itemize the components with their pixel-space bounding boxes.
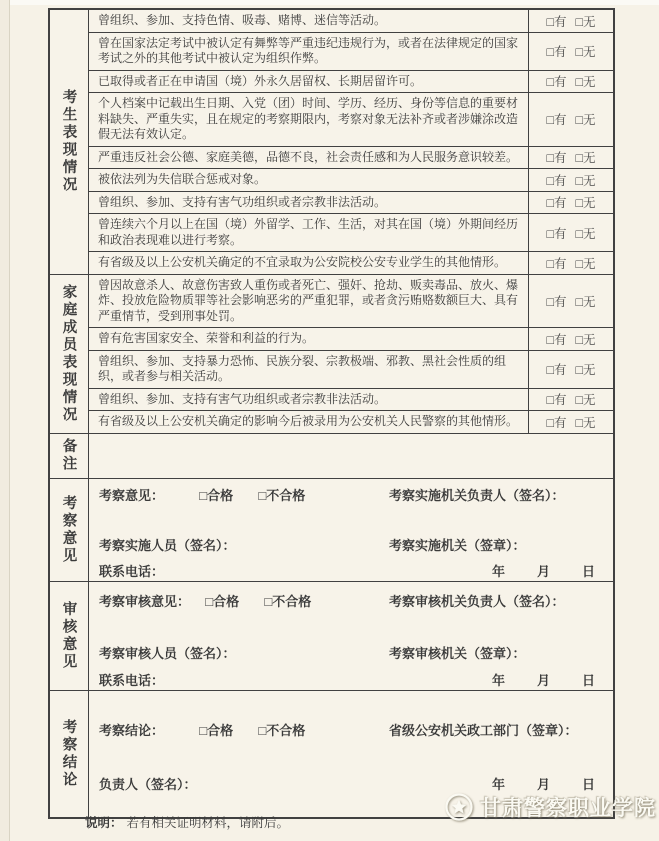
checkbox-have[interactable]: □有 bbox=[546, 256, 567, 271]
checklist-item-text: 被依法列为失信联合惩戒对象。 bbox=[98, 172, 267, 186]
inspection-organ-seal-label: 考察实施机关（签章）： bbox=[389, 537, 526, 553]
date-fields bbox=[492, 672, 595, 690]
section-label: 考察结论 bbox=[50, 691, 89, 817]
section-candidate-performance bbox=[50, 10, 613, 275]
checkbox-have[interactable]: □有 bbox=[546, 196, 567, 211]
checkbox-cell bbox=[528, 328, 613, 350]
inspection-line-1 bbox=[89, 487, 613, 505]
checkbox-cell bbox=[528, 10, 613, 32]
checklist-item-text: 个人档案中记载出生日期、入党（团）时间、学历、经历、身份等信息的重要材料缺失、严重失实，且在规定的考察期限内，考察对象无法补齐或者涉嫌涂改造假无法有效认定。 bbox=[98, 96, 519, 141]
date-year-label: 年 bbox=[491, 776, 505, 792]
section-review-opinion bbox=[50, 582, 613, 691]
checklist-row bbox=[89, 192, 613, 215]
checklist-row bbox=[89, 10, 613, 33]
section-conclusion bbox=[50, 691, 613, 817]
inspection-line-2 bbox=[89, 537, 613, 555]
checklist-item-text: 曾组织、参加、支持暴力恐怖、民族分裂、宗教极端、邪教、黑社会性质的组织，或者参与相关活动。 bbox=[98, 353, 507, 383]
checkbox-have[interactable]: □有 bbox=[546, 14, 567, 29]
remarks-empty-area[interactable] bbox=[89, 434, 613, 478]
review-line-1 bbox=[89, 593, 613, 611]
date-month-label: 月 bbox=[536, 672, 550, 688]
checkbox-cell bbox=[528, 147, 613, 169]
checkbox-have[interactable]: □有 bbox=[546, 113, 567, 128]
checklist-row bbox=[89, 93, 613, 147]
date-month-label: 月 bbox=[536, 563, 550, 579]
checklist-row bbox=[89, 214, 613, 252]
checkbox-cell bbox=[528, 71, 613, 93]
section-remarks bbox=[50, 434, 613, 479]
checklist-item-text: 有省级及以上公安机关确定的影响今后被录用为公安机关人民警察的其他情形。 bbox=[98, 414, 519, 428]
date-fields bbox=[492, 563, 595, 581]
checklist-item-text: 曾组织、参加、支持有害气功组织或者宗教非法活动。 bbox=[98, 391, 387, 406]
checklist-item-text: 严重违反社会公德、家庭美德，品德不良，社会责任感和为人民服务意识较差。 bbox=[98, 149, 519, 164]
section-label: 考生表现情况 bbox=[50, 10, 89, 274]
checkbox-have[interactable]: □有 bbox=[546, 393, 567, 408]
review-head-sign-label: 考察审核机关负责人（签名）： bbox=[389, 593, 565, 609]
checkbox-cell bbox=[528, 411, 613, 433]
checkbox-none[interactable]: □无 bbox=[575, 113, 596, 128]
checklist-row bbox=[89, 328, 613, 351]
checkbox-none[interactable]: □无 bbox=[575, 196, 596, 211]
date-day-label: 日 bbox=[581, 563, 595, 579]
checkbox-cell bbox=[528, 192, 613, 214]
section-family-performance bbox=[50, 275, 613, 434]
checkbox-none[interactable]: □无 bbox=[575, 393, 596, 408]
inspection-content bbox=[89, 479, 613, 581]
review-phone-label: 联系电话： bbox=[99, 672, 165, 688]
conclusion-line-1 bbox=[89, 722, 613, 740]
checkbox-cell bbox=[528, 275, 613, 328]
review-title: 考察审核意见： bbox=[99, 593, 191, 609]
checkbox-none[interactable]: □无 bbox=[575, 151, 596, 166]
checklist-row bbox=[89, 147, 613, 170]
date-year-label: 年 bbox=[491, 563, 505, 579]
review-line-3 bbox=[89, 672, 613, 690]
checkbox-have[interactable]: □有 bbox=[546, 363, 567, 377]
checklist-row bbox=[89, 252, 613, 274]
inspection-line-3 bbox=[89, 563, 613, 581]
footer-note-label: 说明： bbox=[85, 816, 123, 830]
checkbox-cell bbox=[528, 214, 613, 251]
review-line-2 bbox=[89, 645, 613, 663]
checkbox-have[interactable]: □有 bbox=[546, 45, 567, 59]
checklist-item-text: 曾连续六个月以上在国（境）外留学、工作、生活，对其在国（境）外期间经历和政治表现难以进行考察。 bbox=[98, 217, 519, 247]
checkbox-cell bbox=[528, 169, 613, 191]
conclusion-title: 考察结论： bbox=[99, 722, 165, 738]
inspection-staff-sign-label: 考察实施人员（签名）： bbox=[99, 537, 236, 553]
review-content bbox=[89, 582, 613, 690]
conclusion-dept-seal-label: 省级公安机关政工部门（签章）： bbox=[389, 722, 578, 738]
pass-checkbox[interactable]: □合格 bbox=[199, 722, 234, 738]
fail-checkbox[interactable]: □不合格 bbox=[258, 487, 306, 503]
footer-note-text: 若有相关证明材料，请附后。 bbox=[126, 816, 290, 830]
checkbox-have[interactable]: □有 bbox=[546, 173, 567, 188]
pass-checkbox[interactable]: □合格 bbox=[205, 593, 240, 609]
checkbox-none[interactable]: □无 bbox=[575, 256, 596, 271]
conclusion-line-2 bbox=[89, 776, 613, 794]
section-label: 审核意见 bbox=[50, 582, 89, 690]
date-day-label: 日 bbox=[581, 776, 595, 792]
checklist-row bbox=[89, 275, 613, 329]
checkbox-cell bbox=[528, 389, 613, 411]
checklist-item-text: 已取得或者正在申请国（境）外永久居留权、长期居留许可。 bbox=[98, 73, 423, 88]
college-watermark-text: 甘肃警察职业学院 bbox=[480, 796, 656, 820]
candidate-rows bbox=[89, 10, 613, 274]
checklist-item-text: 曾有危害国家安全、荣誉和利益的行为。 bbox=[98, 331, 315, 345]
checkbox-have[interactable]: □有 bbox=[546, 294, 567, 309]
fail-checkbox[interactable]: □不合格 bbox=[264, 593, 312, 609]
checkbox-none[interactable]: □无 bbox=[575, 226, 596, 241]
checklist-item-text: 有省级及以上公安机关确定的不宜录取为公安院校公安专业学生的其他情形。 bbox=[98, 255, 507, 269]
checklist-item-text: 曾组织、参加、支持有害气功组织或者宗教非法活动。 bbox=[98, 194, 387, 209]
assessment-form-table bbox=[48, 8, 615, 819]
checkbox-none[interactable]: □无 bbox=[575, 415, 596, 430]
inspection-title: 考察意见： bbox=[99, 487, 165, 503]
date-month-label: 月 bbox=[536, 776, 550, 792]
conclusion-head-sign-label: 负责人（签名）： bbox=[99, 776, 197, 792]
checklist-item-text: 曾因故意杀人、故意伤害致人重伤或者死亡、强奸、抢劫、贩卖毒品、放火、爆炸、投放危险物质罪等社会影响恶劣的严重犯罪，或者贪污贿赂数额巨大、具有严重情节，受到刑事处罚。 bbox=[98, 277, 519, 323]
conclusion-content bbox=[89, 691, 613, 817]
checklist-row bbox=[89, 411, 613, 433]
checkbox-none[interactable]: □无 bbox=[575, 173, 596, 188]
date-day-label: 日 bbox=[581, 672, 595, 688]
checkbox-have[interactable]: □有 bbox=[546, 415, 567, 430]
family-rows bbox=[89, 275, 613, 433]
checkbox-have[interactable]: □有 bbox=[546, 75, 567, 90]
checkbox-have[interactable]: □有 bbox=[546, 151, 567, 166]
inspection-head-sign-label: 考察实施机关负责人（签名）： bbox=[389, 487, 565, 503]
checklist-row bbox=[89, 389, 613, 412]
section-label: 备注 bbox=[50, 434, 89, 478]
checkbox-none[interactable]: □无 bbox=[575, 294, 596, 309]
checklist-row bbox=[89, 351, 613, 389]
checklist-row bbox=[89, 33, 613, 71]
checkbox-cell bbox=[528, 93, 613, 146]
section-inspection-opinion bbox=[50, 479, 613, 582]
review-staff-sign-label: 考察审核人员（签名）： bbox=[99, 645, 236, 661]
checklist-row bbox=[89, 169, 613, 192]
checkbox-none[interactable]: □无 bbox=[575, 75, 596, 90]
fail-checkbox[interactable]: □不合格 bbox=[258, 722, 306, 738]
checkbox-none[interactable]: □无 bbox=[575, 363, 596, 377]
checkbox-none[interactable]: □无 bbox=[575, 332, 596, 347]
checklist-item-text: 曾在国家法定考试中被认定有舞弊等严重违纪违规行为，或者在法律规定的国家考试之外的其他考试中被认定为组织作弊。 bbox=[98, 35, 519, 65]
inspection-phone-label: 联系电话： bbox=[99, 563, 165, 579]
checkbox-cell bbox=[528, 351, 613, 388]
checkbox-none[interactable]: □无 bbox=[575, 45, 596, 59]
checkbox-none[interactable]: □无 bbox=[575, 14, 596, 29]
section-label: 家庭成员表现情况 bbox=[50, 275, 89, 433]
checklist-item-text: 曾组织、参加、支持色情、吸毒、赌博、迷信等活动。 bbox=[98, 13, 387, 27]
date-year-label: 年 bbox=[491, 672, 505, 688]
checklist-row bbox=[89, 71, 613, 94]
review-organ-seal-label: 考察审核机关（签章）： bbox=[389, 645, 526, 661]
checkbox-cell bbox=[528, 252, 613, 274]
checkbox-cell bbox=[528, 33, 613, 70]
scan-left-edge bbox=[0, 0, 10, 841]
section-label: 考察意见 bbox=[50, 479, 89, 581]
date-fields bbox=[492, 776, 595, 794]
footer-note bbox=[85, 813, 289, 831]
checkbox-have[interactable]: □有 bbox=[546, 332, 567, 347]
pass-checkbox[interactable]: □合格 bbox=[199, 487, 234, 503]
scan-top-strip bbox=[0, 0, 659, 5]
checkbox-have[interactable]: □有 bbox=[546, 226, 567, 241]
